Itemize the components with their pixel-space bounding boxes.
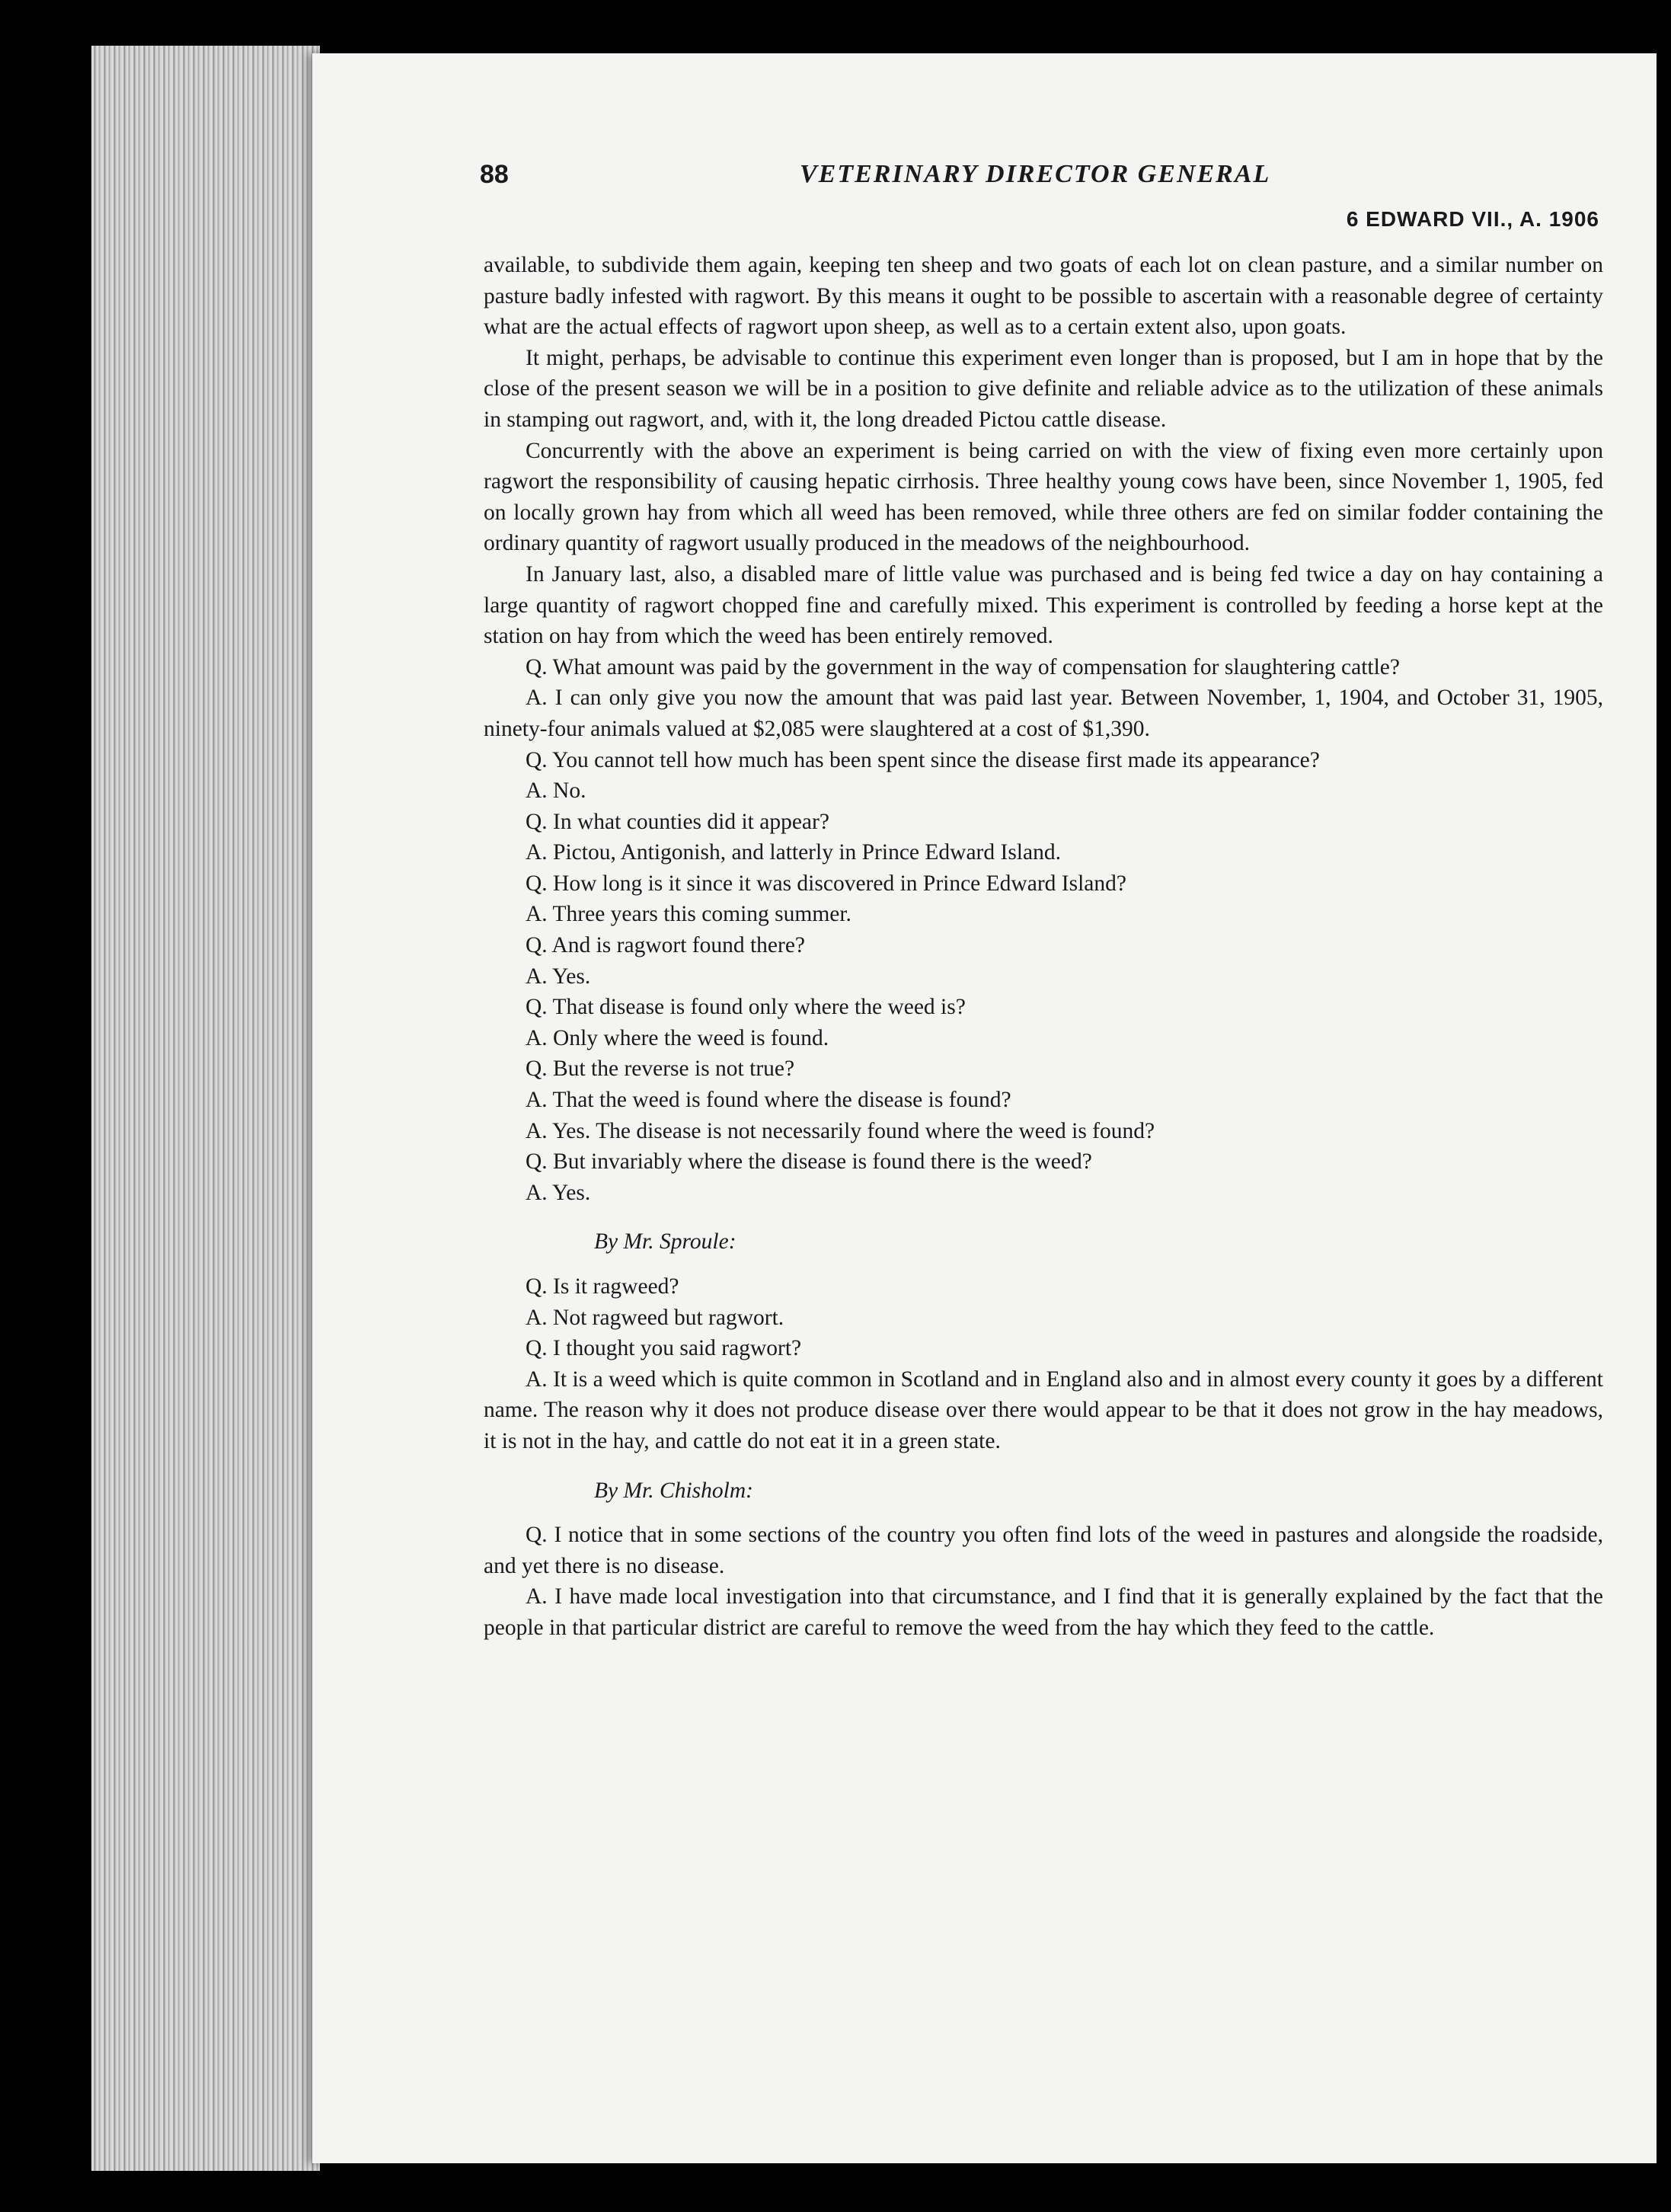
- answer: A. Not ragweed but ragwort.: [526, 1305, 784, 1330]
- document-page: [312, 53, 1657, 2163]
- answer: A. No.: [526, 778, 586, 804]
- speaker-byline: By Mr. Chisholm:: [594, 1478, 753, 1503]
- answer: A. Yes. The disease is not necessarily found where the weed is found?: [526, 1118, 1155, 1143]
- question: Q. What amount was paid by the government in the way of compensation for slaughtering cattle?: [526, 654, 1400, 679]
- question: Q. But the reverse is not true?: [526, 1056, 795, 1082]
- body-text: [484, 250, 1603, 1644]
- question: Q. In what counties did it appear?: [526, 809, 829, 834]
- running-head: [480, 160, 1622, 198]
- paragraph: In January last, also, a disabled mare of little value was purchased and is being fed twice a day on hay containing a large quantity of ragwort chopped fine and carefully mixed. This experiment is controlled by feeding a horse kept at the station on hay from which the weed has been entirely removed.: [484, 561, 1603, 649]
- question: Q. That disease is found only where the weed is?: [526, 995, 966, 1020]
- answer: A. It is a weed which is quite common in Scotland and in England also and in almost every county it goes by a different name. The reason why it does not produce disease over there would appear to be that it does not grow in the hay meadows, it is not in the hay, and cattle do not eat it in a green state.: [484, 1367, 1603, 1453]
- running-head-title: VETERINARY DIRECTOR GENERAL: [800, 160, 1271, 188]
- answer: A. I can only give you now the amount that was paid last year. Between November, 1, 1904, and October 31, 1905, ninety-four animals valued at $2,085 were slaughtered at a cost of $1,390.: [484, 686, 1603, 741]
- paragraph: available, to subdivide them again, keeping ten sheep and two goats of each lot on clean pasture, and a similar number on pasture badly infested with ragwort. By this means it ought to be possible to ascertain with a reasonable degree of certainty what are the actual effects of ragwort upon sheep, as well as to a certain extent also, upon goats.: [484, 253, 1603, 340]
- answer: A. That the weed is found where the disease is found?: [526, 1088, 1011, 1113]
- answer: A. Yes.: [526, 964, 591, 989]
- question: Q. I thought you said ragwort?: [526, 1336, 802, 1361]
- question: Q. Is it ragweed?: [526, 1274, 679, 1299]
- question: Q. You cannot tell how much has been spent since the disease first made its appearance?: [526, 747, 1320, 772]
- answer: A. Pictou, Antigonish, and latterly in Prince Edward Island.: [526, 840, 1061, 865]
- session-designation: 6 EDWARD VII., A. 1906: [1346, 207, 1599, 231]
- answer: A. Yes.: [526, 1180, 591, 1205]
- answer: A. Only where the weed is found.: [526, 1025, 829, 1050]
- question: Q. I notice that in some sections of the country you often find lots of the weed in pastures and alongside the roadside, and yet there is no disease.: [484, 1523, 1603, 1578]
- answer: A. Three years this coming summer.: [526, 902, 851, 927]
- answer: A. I have made local investigation into that circumstance, and I find that it is generally explained by the fact that the people in that particular district are careful to remove the weed from the hay which they feed to the cattle.: [484, 1584, 1603, 1640]
- page-number: 88: [480, 160, 509, 189]
- paragraph: Concurrently with the above an experiment is being carried on with the view of fixing even more certainly upon ragwort the responsibility of causing hepatic cirrhosis. Three healthy young cows have been, since November 1, 1905, fed on locally grown hay from which all weed has been removed, while three others are fed on similar fodder containing the ordinary quantity of ragwort usually produced in the meadows of the neighbourhood.: [484, 438, 1603, 556]
- book-page-edge: [91, 46, 320, 2171]
- question: Q. But invariably where the disease is found there is the weed?: [526, 1149, 1092, 1175]
- question: Q. And is ragwort found there?: [526, 933, 806, 958]
- paragraph: It might, perhaps, be advisable to continue this experiment even longer than is proposed, but I am in hope that by the close of the present season we will be in a position to give definite and reliable advice as to the utilization of these animals in stamping out ragwort, and, with it, the long dreaded Pictou cattle disease.: [484, 345, 1603, 432]
- question: Q. How long is it since it was discovered in Prince Edward Island?: [526, 871, 1126, 896]
- speaker-byline: By Mr. Sproule:: [594, 1229, 736, 1255]
